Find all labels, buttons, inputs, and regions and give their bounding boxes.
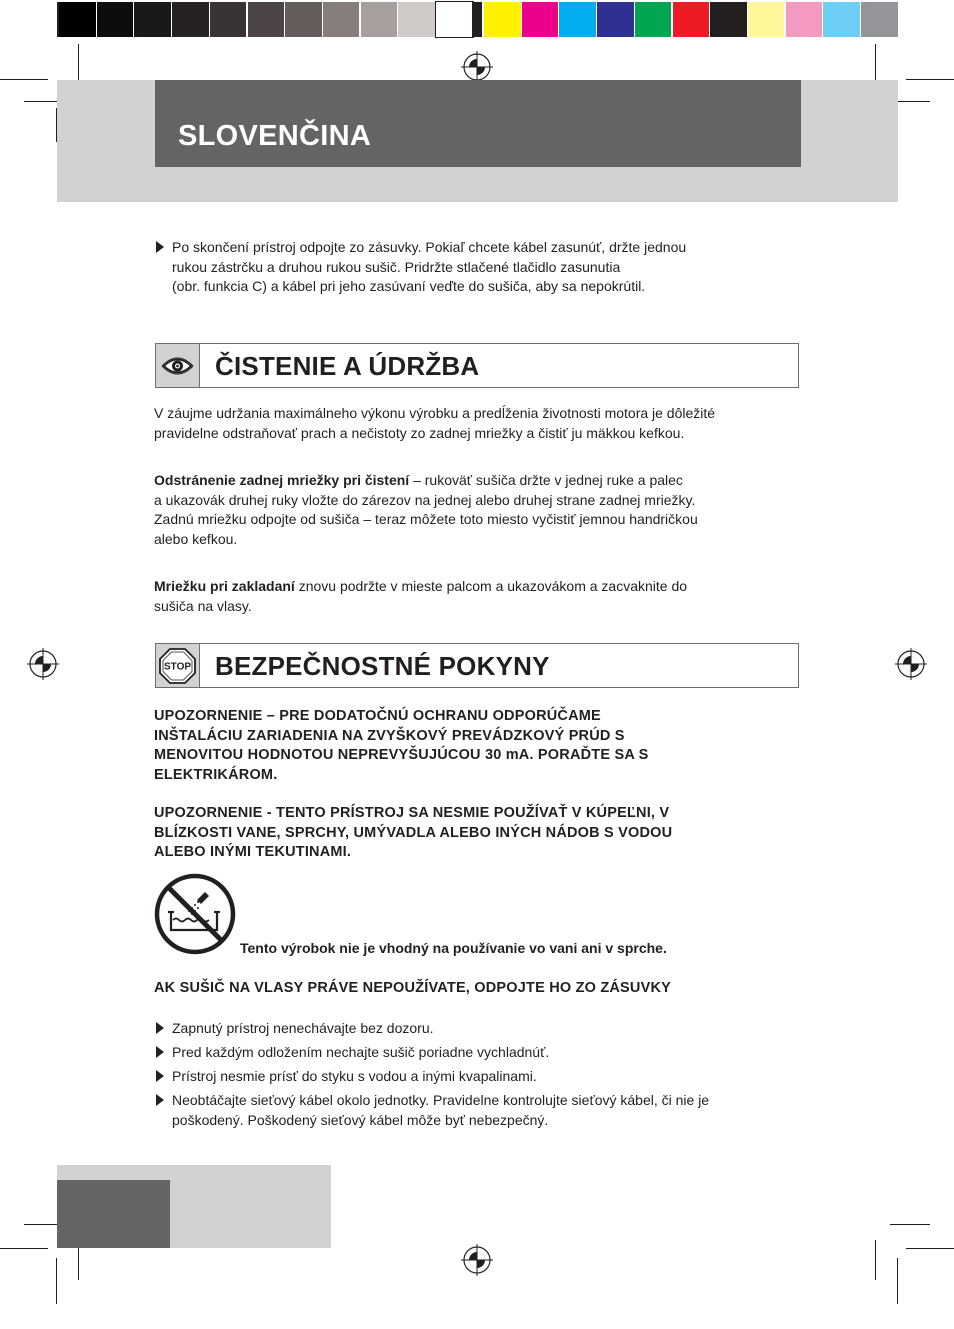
text-line: pravidelne odstraňovať prach a nečistoty zo zadnej mriežky a čistiť ju mäkkou kefkou. — [154, 424, 685, 441]
section-header-safety — [155, 643, 799, 688]
page-title: SLOVENČINA — [178, 120, 372, 152]
list-item: Pred každým odložením nechajte sušič poriadne vychladnúť. — [172, 1044, 550, 1060]
section-title: BEZPEČNOSTNÉ POKYNY — [215, 651, 550, 681]
greyscale-swatch — [248, 2, 285, 37]
warning-line: MENOVITOU HODNOTOU NEPREVYŠUJÚCOU 30 mA. PORAĎTE SA S — [154, 747, 649, 763]
no-bath-shower-icon — [153, 872, 237, 956]
list-item: Prístroj nesmie prísť do styku s vodou a inými kvapalinami. — [172, 1068, 537, 1084]
color-calibration-bar — [57, 0, 898, 38]
footer-box — [57, 1180, 170, 1248]
text-line: znovu podržte v mieste palcom a ukazovákom a zacvaknite do — [294, 578, 688, 594]
warning-line: ELEKTRIKÁROM. — [154, 766, 278, 783]
warning-rcd — [154, 707, 794, 785]
section-header-cleaning — [155, 343, 799, 388]
bullet-arrow-icon — [156, 1022, 164, 1034]
intro-line: rukou zástrčku a druhou rukou sušič. Pridržte stlačené tlačidlo zasunutia — [172, 258, 621, 275]
swatch-separator — [472, 2, 482, 37]
process-color-swatch — [522, 2, 559, 37]
bath-note: Tento výrobok nie je vhodný na používanie vo vani ani v sprche. — [240, 940, 667, 956]
stop-sign-icon — [156, 644, 199, 687]
process-color-swatch — [484, 2, 521, 37]
bullet-arrow-icon — [156, 1046, 164, 1058]
text-line: Zadnú mriežku odpojte od sušiča – teraz môžete toto miesto vyčistiť jemnou handričkou — [154, 511, 698, 527]
greyscale-swatch — [436, 2, 473, 37]
eye-icon — [156, 344, 199, 387]
process-color-swatch — [710, 2, 747, 37]
bold-lead: Mriežku pri zakladaní — [154, 578, 295, 594]
text-line: sušiča na vlasy. — [154, 597, 252, 614]
greyscale-swatch — [323, 2, 360, 37]
greyscale-swatch — [361, 2, 398, 37]
cleaning-paragraph — [154, 404, 715, 443]
list-item — [172, 1091, 709, 1130]
process-color-swatch — [673, 2, 710, 37]
greyscale-swatch — [134, 2, 171, 37]
list-item: Zapnutý prístroj nenechávajte bez dozoru. — [172, 1020, 434, 1036]
warning-line: ALEBO INÝMI TEKUTINAMI. — [154, 844, 352, 860]
warning-unplug: AK SUŠIČ NA VLASY PRÁVE NEPOUŽÍVATE, ODPOJTE HO ZO ZÁSUVKY — [154, 980, 672, 996]
intro-paragraph — [172, 238, 686, 297]
intro-line: (obr. funkcia C) a kábel pri jeho zasúvaní veďte do sušiča, aby sa nepokrútil. — [172, 278, 646, 294]
section-title: ČISTENIE A ÚDRŽBA — [215, 351, 480, 381]
process-color-swatch — [597, 2, 634, 37]
stop-sign-label: STOP — [163, 661, 192, 673]
swatch-endcap — [57, 2, 59, 37]
warning-line: UPOZORNENIE - TENTO PRÍSTROJ SA NESMIE POUŽÍVAŤ V KÚPEĽNI, V — [154, 805, 670, 821]
bold-lead: Odstránenie zadnej mriežky pri čistení — [154, 472, 410, 488]
text-line: – rukoväť sušiča držte v jednej ruke a palec — [409, 472, 683, 488]
warning-line: BLÍZKOSTI VANE, SPRCHY, UMÝVADLA ALEBO INÝCH NÁDOB S VODOU — [154, 824, 673, 841]
process-color-swatch — [559, 2, 596, 37]
bullet-arrow-icon — [156, 1094, 164, 1106]
greyscale-swatch — [59, 2, 96, 37]
process-color-swatch — [635, 2, 672, 37]
intro-line: Po skončení prístroj odpojte zo zásuvky. Pokiaľ chcete kábel zasunúť, držte jednou — [172, 239, 687, 255]
process-color-swatch — [786, 2, 823, 37]
text-line: poškodený. Poškodený sieťový kábel môže byť nebezpečný. — [172, 1111, 549, 1128]
section-icon-box — [156, 344, 200, 387]
process-color-swatch — [748, 2, 785, 37]
text-line: V záujme udržania maximálneho výkonu výrobku a predĺženia životnosti motora je dôležité — [154, 405, 716, 421]
greyscale-swatch — [172, 2, 209, 37]
text-line: a ukazovák druhej ruky vložte do zárezov na jednej alebo druhej strane zadnej mriežky. — [154, 491, 696, 508]
text-line: alebo kefkou. — [154, 530, 238, 547]
warning-line: INŠTALÁCIU ZARIADENIA NA ZVYŠKOVÝ PREVÁDZKOVÝ PRÚD S — [154, 727, 625, 744]
bullet-arrow-icon — [156, 1070, 164, 1082]
warning-line: UPOZORNENIE – PRE DODATOČNÚ OCHRANU ODPORÚČAME — [154, 708, 601, 724]
greyscale-swatch — [97, 2, 134, 37]
registration-mark-icon — [27, 648, 59, 680]
grille-removal-paragraph — [154, 471, 698, 549]
process-color-swatch — [861, 2, 898, 37]
registration-mark-icon — [461, 51, 493, 83]
bullet-arrow-icon — [156, 241, 164, 253]
warning-bathroom — [154, 804, 794, 863]
process-color-swatch — [823, 2, 860, 37]
text-line: Neobtáčajte sieťový kábel okolo jednotky. Pravidelne kontrolujte sieťový kábel, či nie je — [172, 1092, 710, 1108]
greyscale-swatch — [398, 2, 435, 37]
registration-mark-icon — [461, 1244, 493, 1276]
grille-refit-paragraph — [154, 577, 687, 616]
registration-mark-icon — [895, 648, 927, 680]
greyscale-swatch — [285, 2, 322, 37]
greyscale-swatch — [210, 2, 247, 37]
section-icon-box — [156, 644, 200, 687]
